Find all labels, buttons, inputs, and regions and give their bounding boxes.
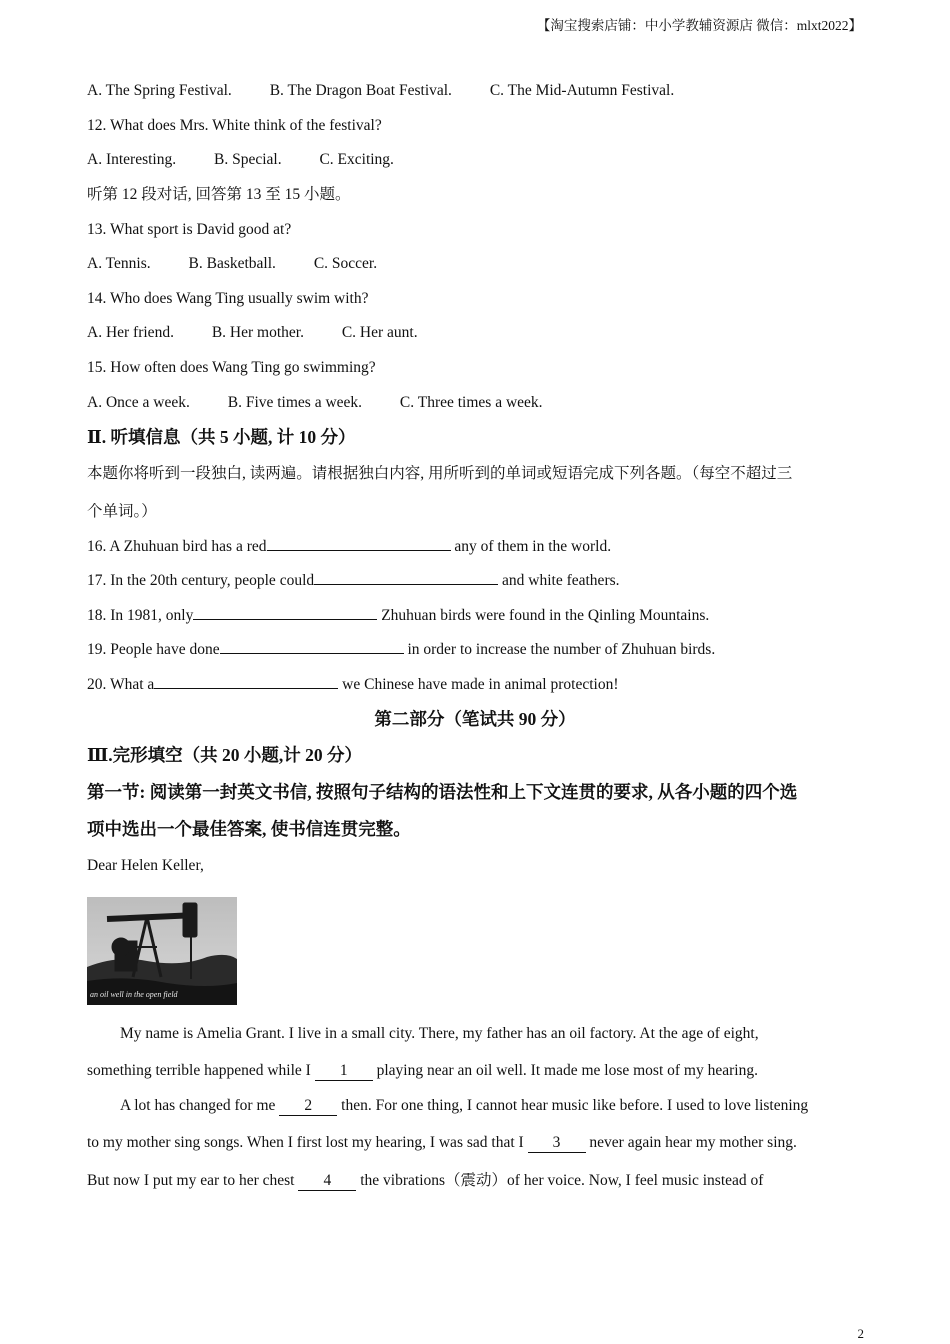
q14-option-a: A. Her friend.	[87, 324, 174, 341]
cloze-blank-4[interactable]: 4	[298, 1172, 356, 1191]
q20-answer-blank[interactable]	[154, 673, 338, 689]
q15-options	[87, 392, 543, 414]
cloze-blank-1[interactable]: 1	[315, 1062, 373, 1081]
q15-option-c: C. Three times a week.	[399, 394, 543, 411]
q12-option-a: A. Interesting.	[87, 151, 177, 168]
section2-instruction-line1: 本题你将听到一段独白, 读两遍。请根据独白内容, 用所听到的单词或短语完成下列各题。（每空不超过三	[87, 465, 793, 482]
q11-option-b: B. The Dragon Boat Festival.	[269, 82, 452, 99]
p2-line1-before: A lot has changed for me	[120, 1097, 280, 1114]
q19-line	[87, 638, 715, 661]
q14-option-b: B. Her mother.	[211, 324, 304, 341]
p1-line2-after: playing near an oil well. It made me lose most of my hearing.	[372, 1062, 758, 1079]
section3-instruction-line1: 第一节: 阅读第一封英文书信, 按照句子结构的语法性和上下文连贯的要求, 从各小题的四个选	[87, 782, 798, 802]
section3-title: Ⅲ.完形填空（共 20 小题,计 20 分）	[87, 745, 363, 765]
p1-line1: My name is Amelia Grant. I live in a small city. There, my father has an oil factory. At the age of eight,	[120, 1025, 759, 1042]
q15-option-b: B. Five times a week.	[227, 394, 363, 411]
p2-line2-after: never again hear my mother sing.	[585, 1134, 797, 1151]
q17-text-before: 17. In the 20th century, people could	[87, 572, 315, 589]
q15-option-a: A. Once a week.	[87, 394, 190, 411]
q16-line	[87, 535, 611, 558]
p1-line2-before: something terrible happened while I	[87, 1062, 315, 1079]
q18-text-after: Zhuhuan birds were found in the Qinling Mountains.	[377, 607, 710, 624]
p2-line2	[87, 1132, 797, 1154]
q16-answer-blank[interactable]	[267, 535, 451, 551]
q14-question: 14. Who does Wang Ting usually swim with?	[87, 290, 369, 307]
q20-text-after: we Chinese have made in animal protection!	[338, 676, 619, 693]
q19-text-after: in order to increase the number of Zhuhuan birds.	[403, 641, 716, 658]
q12-option-b: B. Special.	[213, 151, 282, 168]
q13-question: 13. What sport is David good at?	[87, 221, 292, 238]
q17-line	[87, 569, 620, 592]
dialog12-instruction: 听第 12 段对话, 回答第 13 至 15 小题。	[87, 186, 351, 203]
q13-option-a: A. Tennis.	[87, 255, 151, 272]
q12-question: 12. What does Mrs. White think of the festival?	[87, 117, 382, 134]
p2-line3-after: the vibrations（震动）of her voice. Now, I feel music instead of	[356, 1172, 764, 1189]
q20-line	[87, 673, 619, 696]
q18-line	[87, 604, 709, 627]
p2-line3	[87, 1170, 763, 1192]
p1-line2	[87, 1060, 758, 1082]
q13-option-c: C. Soccer.	[313, 255, 378, 272]
page-number: 2	[857, 1326, 864, 1341]
page-header: 【淘宝搜索店铺：中小学教辅资源店 微信：mlxt2022】	[536, 18, 862, 33]
q16-text-after: any of them in the world.	[450, 538, 612, 555]
q18-answer-blank[interactable]	[193, 604, 377, 620]
q19-answer-blank[interactable]	[220, 638, 404, 654]
section3-instruction-line2: 项中选出一个最佳答案, 使书信连贯完整。	[87, 819, 411, 839]
q11-option-a: A. The Spring Festival.	[87, 82, 232, 99]
q15-question: 15. How often does Wang Ting go swimming?	[87, 359, 376, 376]
q16-text-before: 16. A Zhuhuan bird has a red	[87, 538, 267, 555]
oil-well-photo	[87, 897, 237, 1005]
q12-options	[87, 149, 394, 171]
q13-options	[87, 253, 377, 275]
q14-option-c: C. Her aunt.	[341, 324, 418, 341]
q14-options	[87, 322, 418, 344]
section2-title: Ⅱ. 听填信息（共 5 小题, 计 10 分）	[87, 427, 356, 447]
p2-line2-before: to my mother sing songs. When I first lost my hearing, I was sad that I	[87, 1134, 528, 1151]
p2-line1	[120, 1095, 808, 1117]
photo-caption: an oil well in the open field	[90, 990, 178, 999]
q19-text-before: 19. People have done	[87, 641, 220, 658]
q12-option-c: C. Exciting.	[319, 151, 394, 168]
p2-line1-after: then. For one thing, I cannot hear music like before. I used to love listening	[337, 1097, 809, 1114]
q11-option-c: C. The Mid-Autumn Festival.	[489, 82, 675, 99]
letter-greeting: Dear Helen Keller,	[87, 857, 204, 874]
q13-option-b: B. Basketball.	[188, 255, 276, 272]
cloze-blank-3[interactable]: 3	[528, 1134, 586, 1153]
q20-text-before: 20. What a	[87, 676, 155, 693]
q11-options	[87, 80, 674, 102]
p2-line3-before: But now I put my ear to her chest	[87, 1172, 299, 1189]
q18-text-before: 18. In 1981, only	[87, 607, 194, 624]
cloze-blank-2[interactable]: 2	[279, 1097, 337, 1116]
section2-instruction-line2: 个单词。）	[87, 503, 157, 520]
part2-title: 第二部分（笔试共 90 分）	[374, 709, 576, 729]
q17-text-after: and white feathers.	[498, 572, 620, 589]
q17-answer-blank[interactable]	[314, 569, 498, 585]
